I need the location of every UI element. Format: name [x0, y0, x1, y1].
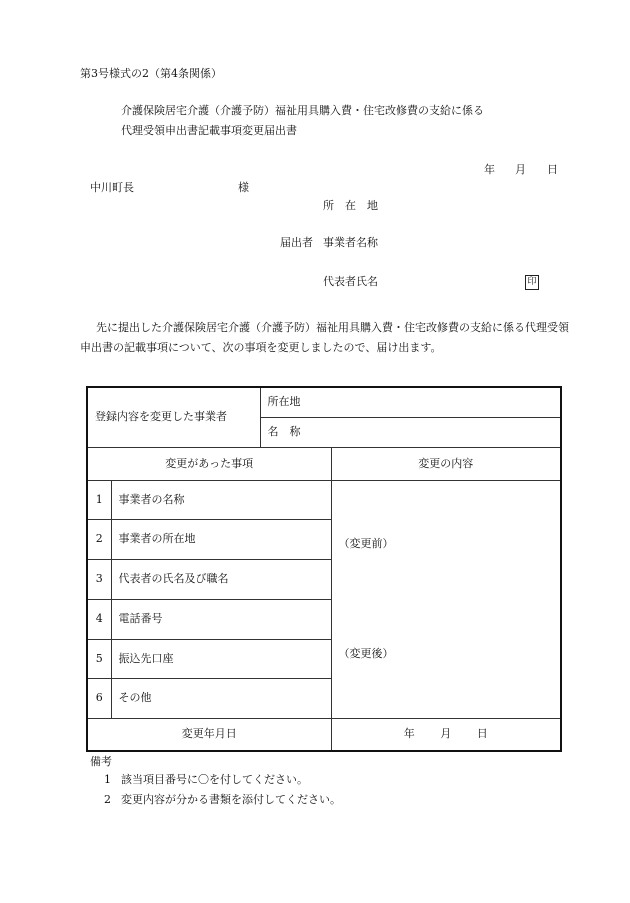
registrant-label: 登録内容を変更した事業者 — [95, 410, 227, 424]
change-content-cell[interactable] — [331, 480, 561, 718]
change-date-year: 年 — [403, 727, 415, 741]
registrant-location-cell[interactable] — [260, 387, 561, 417]
notes-heading: 備考 — [90, 755, 112, 768]
registrant-name-label: 名 称 — [267, 425, 301, 438]
table-row — [87, 718, 561, 751]
date-year: 年 — [484, 163, 495, 176]
item-number[interactable]: 5 — [87, 639, 111, 678]
changed-items-header-cell — [87, 447, 331, 480]
change-date-label-cell — [87, 718, 331, 751]
item-label: その他 — [111, 678, 331, 718]
form-number: 第3号様式の2（第4条関係） — [80, 67, 222, 80]
registrant-name-cell[interactable] — [260, 417, 561, 447]
table-row — [87, 480, 561, 519]
change-date-label: 変更年月日 — [181, 727, 237, 741]
addressee-honorific: 様 — [238, 181, 249, 194]
note-number: 2 — [104, 793, 111, 806]
item-number[interactable]: 4 — [87, 599, 111, 639]
body-text-line-2: 申出書の記載事項について、次の事項を変更しましたので、届け出ます。 — [80, 341, 442, 354]
item-number[interactable]: 3 — [87, 559, 111, 599]
table-row — [87, 447, 561, 480]
change-notification-table — [86, 386, 562, 752]
change-date-value-cell[interactable] — [331, 718, 561, 751]
item-label: 事業者の名称 — [111, 480, 331, 519]
item-number[interactable]: 2 — [87, 519, 111, 559]
changed-items-header: 変更があった事項 — [165, 456, 254, 470]
date-day: 日 — [547, 163, 558, 176]
table-row — [87, 387, 561, 417]
change-content-header: 変更の内容 — [418, 456, 474, 470]
note-number: 1 — [104, 773, 111, 786]
item-number[interactable]: 6 — [87, 678, 111, 718]
title-line-1: 介護保険居宅介護（介護予防）福祉用具購入費・住宅改修費の支給に係る — [121, 104, 484, 117]
submitter-business-name-label: 事業者名称 — [323, 236, 378, 249]
submitter-role-label: 届出者 — [280, 236, 313, 249]
item-label: 事業者の所在地 — [111, 519, 331, 559]
addressee-name: 中川町長 — [90, 181, 134, 194]
item-label: 振込先口座 — [111, 639, 331, 678]
change-after-label: （変更後） — [338, 647, 394, 660]
registrant-location-label: 所在地 — [267, 395, 301, 409]
body-text-line-1: 先に提出した介護保険居宅介護（介護予防）福祉用具購入費・住宅改修費の支給に係る代理受領 — [96, 321, 569, 334]
change-date-month: 月 — [440, 727, 452, 741]
note-text: 該当項目番号に〇を付してください。 — [121, 773, 308, 786]
submitter-location-label: 所 在 地 — [323, 199, 378, 212]
change-content-header-cell — [331, 447, 561, 480]
submitter-representative-label: 代表者氏名 — [323, 275, 378, 288]
seal-mark: 印 — [525, 275, 539, 290]
change-date-day: 日 — [476, 727, 488, 741]
change-before-label: （変更前） — [338, 537, 394, 550]
registrant-label-cell — [87, 387, 260, 447]
item-label: 電話番号 — [111, 599, 331, 639]
note-text: 変更内容が分かる書類を添付してください。 — [121, 793, 341, 806]
date-month: 月 — [515, 163, 526, 176]
item-number[interactable]: 1 — [87, 480, 111, 519]
item-label: 代表者の氏名及び職名 — [111, 559, 331, 599]
title-line-2: 代理受領申出書記載事項変更届出書 — [121, 124, 297, 137]
